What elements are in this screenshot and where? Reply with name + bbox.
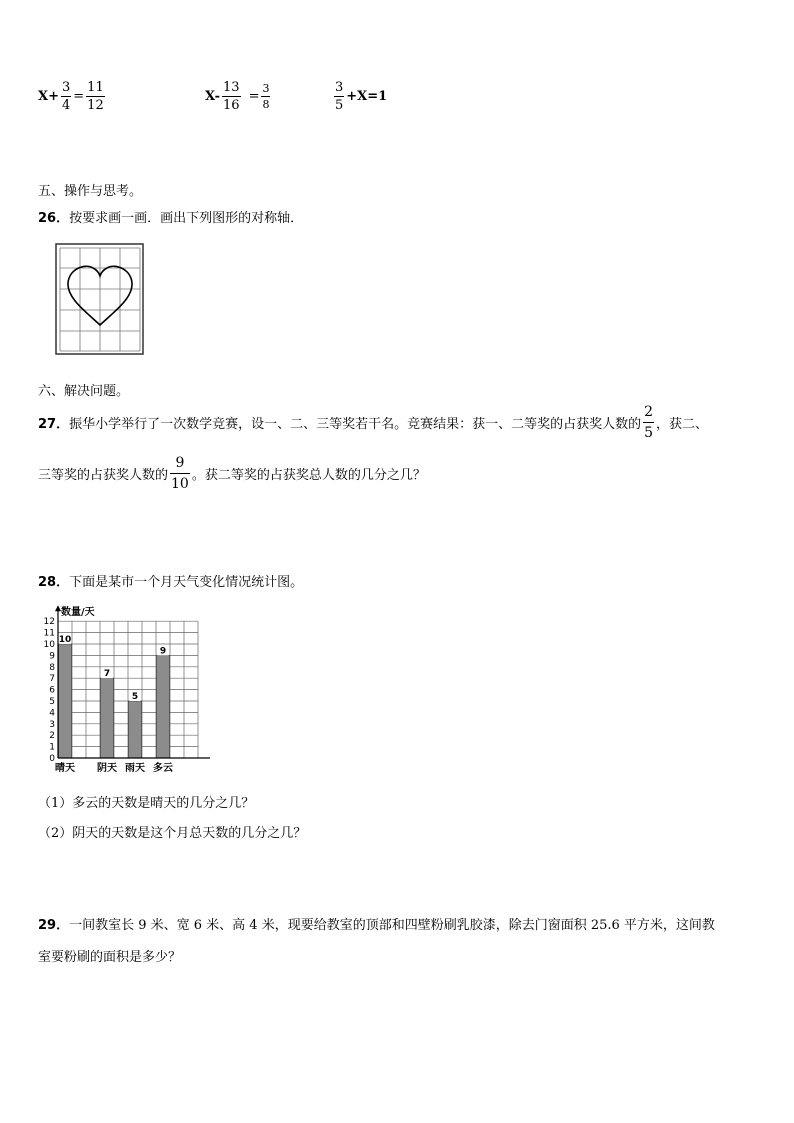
q28-sub2: （2）阴天的天数是这个月总天数的几分之几？ xyxy=(38,826,307,841)
y-tick-label: 10 xyxy=(43,640,55,650)
y-tick-label: 12 xyxy=(43,617,55,628)
bar xyxy=(101,678,114,758)
eq3-den: 5 xyxy=(335,97,344,113)
q27-number: 27． xyxy=(38,417,70,432)
y-tick-label: 1 xyxy=(49,742,55,753)
data-label: 9 xyxy=(159,646,167,657)
y-tick-label: 4 xyxy=(49,708,55,719)
data-label: 5 xyxy=(131,692,139,702)
q28-sub1: （1）多云的天数是晴天的几分之几？ xyxy=(38,796,255,811)
x-category-label: 雨天 xyxy=(125,763,145,774)
section6-title: 六、解决问题。 xyxy=(38,384,130,399)
eq1-num-left: 3 xyxy=(61,79,71,95)
q26-number: 26． xyxy=(38,211,70,226)
eq1-fraction-left xyxy=(61,80,71,113)
equation-2 xyxy=(205,78,272,114)
q28-number: 28． xyxy=(38,575,70,590)
q27-fraction-1 xyxy=(643,403,654,442)
eq2-num-right: 3 xyxy=(262,81,270,95)
y-tick-label: 8 xyxy=(49,662,55,673)
bar xyxy=(157,655,170,758)
heart-grid-figure xyxy=(55,243,145,356)
q27-f2-num: 9 xyxy=(175,455,185,471)
q27-line2 xyxy=(38,454,426,493)
eq1-num-right: 11 xyxy=(87,79,104,95)
q27-f1-den: 5 xyxy=(643,422,654,442)
eq2-fraction-right xyxy=(261,82,270,111)
grid-border xyxy=(56,244,143,354)
q27-text-a: 振华小学举行了一次数学竞赛，设一、二、三等奖若干名。竞赛结果：获一、二等奖的占获奖人数的 xyxy=(69,417,642,432)
eq2-den-left: 16 xyxy=(223,97,240,113)
eq2-den-right: 8 xyxy=(262,97,270,111)
y-tick-label: 7 xyxy=(49,674,55,685)
bar xyxy=(59,644,72,758)
eq1-fraction-right xyxy=(86,80,105,113)
q27-line1 xyxy=(38,403,708,442)
eq2-lead: X- xyxy=(205,88,221,104)
y-axis-label: 数量/天 xyxy=(61,607,95,619)
q26-line xyxy=(38,207,303,226)
x-category-label: 晴天 xyxy=(55,763,75,774)
eq2-num-left: 13 xyxy=(223,79,240,95)
q27-text-b: ，获二、 xyxy=(656,417,709,432)
q29-text-1: 一间教室长 9 米、宽 6 米、高 4 米，现要给教室的顶部和四壁粉刷乳胶漆，除去门窗面积 25.6 平方米，这间教 xyxy=(69,918,715,933)
eq3-fraction xyxy=(334,80,344,113)
eq2-fraction-left xyxy=(222,80,241,113)
x-category-label: 多云 xyxy=(153,763,173,774)
q26-text: 按要求画一画．画出下列图形的对称轴． xyxy=(69,211,304,226)
y-tick-label: 11 xyxy=(43,628,55,639)
grid-lines xyxy=(60,248,140,351)
y-tick-label: 6 xyxy=(49,685,55,696)
data-label: 10 xyxy=(58,635,72,645)
y-tick-label: 2 xyxy=(49,731,55,742)
x-category-label: 阴天 xyxy=(97,763,117,774)
eq3-rest: +X=1 xyxy=(346,88,388,104)
y-tick-label: 3 xyxy=(49,719,55,730)
section5-title: 五、操作与思考。 xyxy=(38,184,143,199)
y-tick-label: 9 xyxy=(49,651,55,662)
q27-f2-den: 10 xyxy=(170,473,190,493)
y-tick-label: 0 xyxy=(49,754,55,764)
q27-text-c: 三等奖的占获奖人数的 xyxy=(38,468,169,483)
weather-bar-chart xyxy=(38,605,210,775)
q29-number: 29． xyxy=(38,918,70,933)
q29-line2: 室要粉刷的面积是多少？ xyxy=(38,950,182,965)
data-label: 7 xyxy=(103,669,111,680)
q27-fraction-2 xyxy=(170,454,190,493)
q28-text: 下面是某市一个月天气变化情况统计图。 xyxy=(69,575,304,590)
eq1-lead: X+ xyxy=(38,88,59,104)
eq1-equals: = xyxy=(73,88,85,104)
q27-text-d: 。获二等奖的占获奖总人数的几分之几？ xyxy=(191,468,426,483)
chart-grid xyxy=(58,621,198,758)
bar xyxy=(129,701,142,758)
eq1-den-right: 12 xyxy=(87,97,104,113)
equation-1 xyxy=(38,78,107,114)
eq2-equals: = xyxy=(248,88,260,104)
y-tick-label: 5 xyxy=(49,697,55,707)
equation-3 xyxy=(332,78,387,114)
eq1-den-left: 4 xyxy=(61,97,71,113)
q28-line xyxy=(38,571,303,590)
q29-line1 xyxy=(38,914,715,933)
q27-f1-num: 2 xyxy=(644,404,654,420)
eq3-num: 3 xyxy=(335,79,344,95)
